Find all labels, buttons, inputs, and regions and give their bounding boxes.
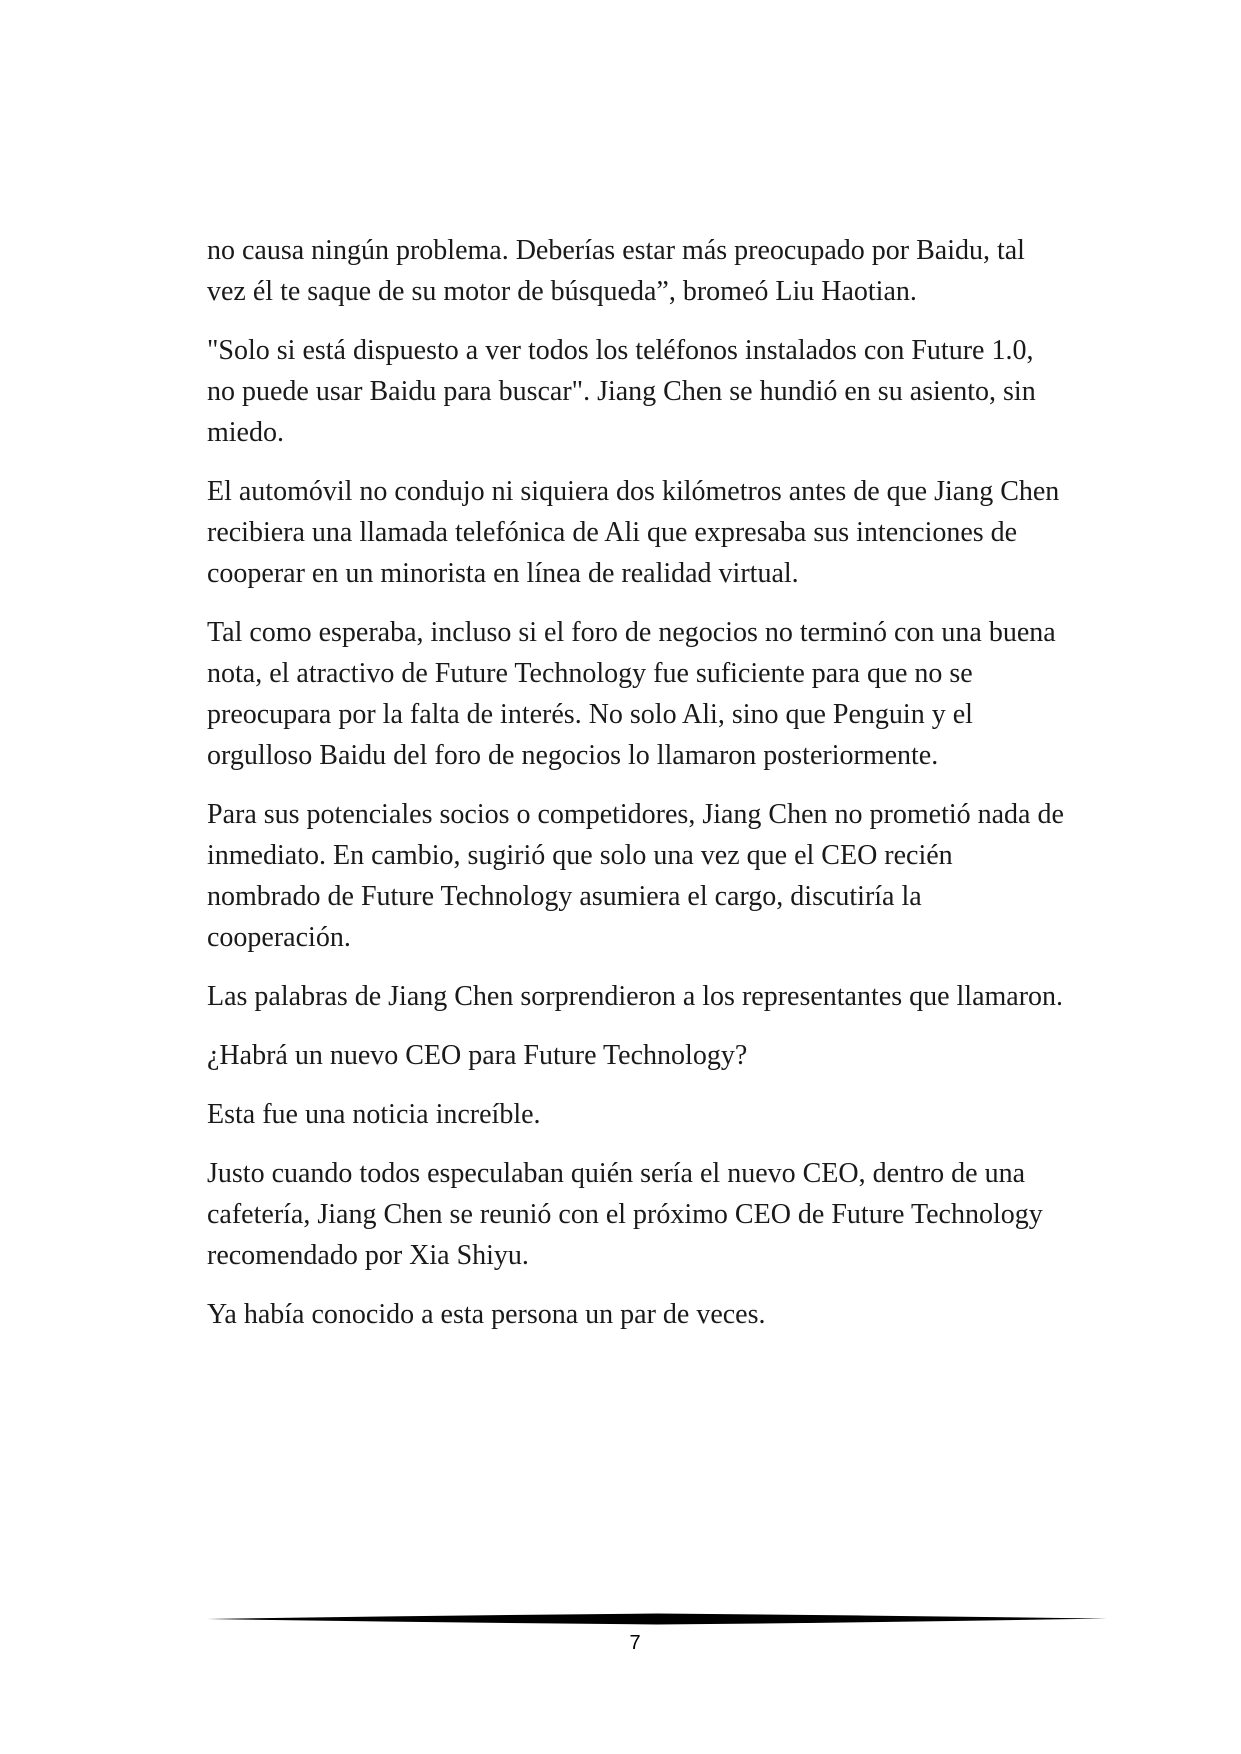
paragraph: Las palabras de Jiang Chen sorprendieron a los representantes que llamaron. <box>207 981 1064 1012</box>
paragraph: ¿Habrá un nuevo CEO para Future Technology? <box>207 1040 748 1071</box>
paragraph: no causa ningún problema. Deberías estar más preocupado por Baidu, tal vez él te saque de su motor de búsqueda”, bromeó Liu Haotian. <box>207 235 1025 307</box>
page-number: 7 <box>629 1632 641 1654</box>
paragraph: Ya había conocido a esta persona un par de veces. <box>207 1299 766 1330</box>
paragraph: Esta fue una noticia increíble. <box>207 1099 541 1130</box>
footer-divider <box>207 1612 1107 1626</box>
body-text <box>207 230 1067 1353</box>
paragraph: El automóvil no condujo ni siquiera dos kilómetros antes de que Jiang Chen recibiera una llamada telefónica de Ali que expresaba sus intenciones de cooperar en un minorista en línea de realidad virtual. <box>207 476 1060 589</box>
paragraph: Tal como esperaba, incluso si el foro de negocios no terminó con una buena nota, el atractivo de Future Technology fue suficiente para que no se preocupara por la falta de interés. No solo Ali, sino que Penguin y el orgulloso Baidu del foro de negocios lo llamaron posteriormente. <box>207 617 1056 771</box>
paragraph: Justo cuando todos especulaban quién sería el nuevo CEO, dentro de una cafetería, Jiang Chen se reunió con el próximo CEO de Future Technology recomendado por Xia Shiyu. <box>207 1158 1043 1271</box>
paragraph: "Solo si está dispuesto a ver todos los teléfonos instalados con Future 1.0, no puede usar Baidu para buscar". Jiang Chen se hundió en su asiento, sin miedo. <box>207 335 1036 448</box>
paragraph: Para sus potenciales socios o competidores, Jiang Chen no prometió nada de inmediato. En cambio, sugirió que solo una vez que el CEO recién nombrado de Future Technology asumiera el cargo, discutiría la cooperación. <box>207 799 1064 953</box>
